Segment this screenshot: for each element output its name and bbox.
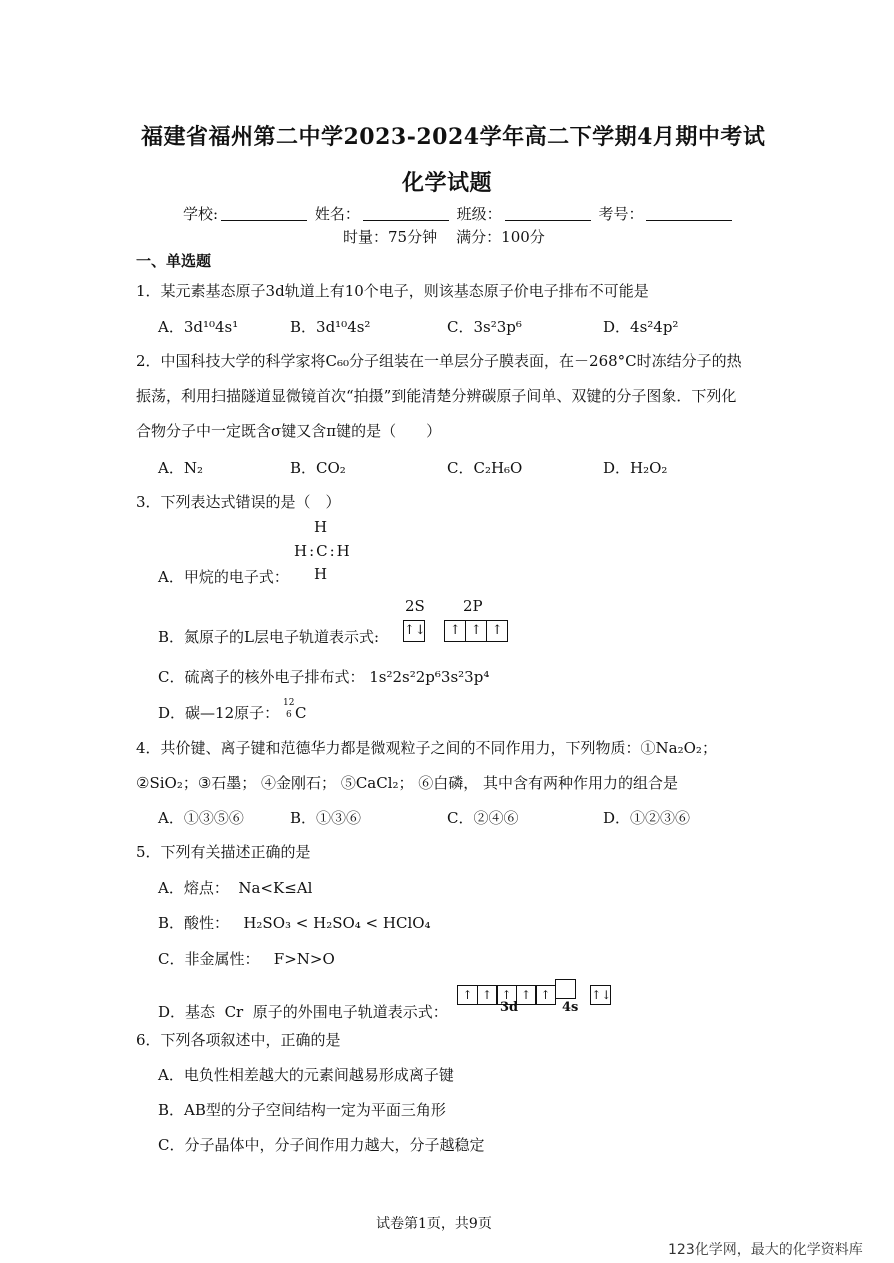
- q4-stem-line2: ②SiO₂；③石墨； ④金刚石； ⑤CaCl₂； ⑥白磷， 其中含有两种作用力的组合是: [136, 774, 679, 792]
- cr-3d-box-2: ↑: [477, 985, 498, 1005]
- q1-option-b: B．3d¹⁰4s²: [290, 318, 371, 336]
- cr-3d-box-1: ↑: [457, 985, 478, 1005]
- watermark: 123化学网，最大的化学资料库: [668, 1242, 863, 1258]
- q2-option-d: D．H₂O₂: [603, 459, 668, 477]
- q5-option-b: B．酸性： H₂SO₃ < H₂SO₄ < HClO₄: [158, 914, 431, 932]
- orbital-box-2s: ↑↓: [403, 620, 425, 642]
- time-score: 时量：75分钟 满分：100分: [343, 228, 545, 246]
- orbital-2p-label: 2P: [463, 597, 483, 615]
- q2-option-b: B．CO₂: [290, 459, 346, 477]
- q6-option-b: B．AB型的分子空间结构一定为平面三角形: [158, 1101, 446, 1119]
- q3-option-c: C．硫离子的核外电子排布式： 1s²2s²2p⁶3s²3p⁴: [158, 668, 490, 686]
- exam-number-label: 考号：: [598, 205, 644, 223]
- q2-option-c: C．C₂H₆O: [447, 459, 523, 477]
- chromium-orbital-diagram: [457, 979, 610, 1005]
- carbon-symbol: C: [295, 704, 307, 722]
- q1-stem: 1．某元素基态原子3d轨道上有10个电子，则该基态原子价电子排布不可能是: [136, 282, 649, 300]
- q2-stem-line2: 振荡，利用扫描隧道显微镜首次“拍摄”到能清楚分辨碳原子间单、双键的分子图象．下列化: [136, 387, 737, 405]
- q6-option-c: C．分子晶体中，分子间作用力越大，分子越稳定: [158, 1136, 485, 1154]
- q3-option-a: A．甲烷的电子式：: [158, 568, 289, 586]
- cr-3d-box-4: ↑: [516, 985, 537, 1005]
- q4-stem-line1: 4．共价键、离子键和范德华力都是微观粒子之间的不同作用力，下列物质：①Na₂O₂；: [136, 739, 717, 757]
- section-heading: 一、单选题: [136, 252, 212, 270]
- exam-title-line2: 化学试题: [402, 170, 493, 196]
- cr-3d-label: 3d: [500, 1000, 519, 1015]
- q3-stem: 3．下列表达式错误的是（ ）: [136, 493, 341, 511]
- q1-option-d: D．4s²4p²: [603, 318, 679, 336]
- cr-4s-label: 4s: [562, 1000, 579, 1015]
- class-blank[interactable]: [505, 206, 591, 221]
- orbital-box-2p-2: ↑: [465, 620, 487, 642]
- ch4-bottom-h: H: [314, 565, 328, 583]
- q2-stem-line3: 合物分子中一定既含σ键又含π键的是（ ）: [136, 422, 442, 440]
- q6-stem: 6．下列各项叙述中，正确的是: [136, 1031, 341, 1049]
- page-footer: 试卷第1页，共9页: [376, 1216, 492, 1232]
- cr-3d-box-6: [555, 979, 576, 999]
- q4-option-c: C．②④⑥: [447, 809, 519, 827]
- q1-option-a: A．3d¹⁰4s¹: [158, 318, 239, 336]
- orbital-box-2p-3: ↑: [486, 620, 508, 642]
- q5-option-c: C．非金属性： F>N>O: [158, 950, 335, 968]
- q4-option-d: D．①②③⑥: [603, 809, 691, 827]
- cr-4s-box: ↑↓: [590, 985, 611, 1005]
- q2-option-a: A．N₂: [158, 459, 203, 477]
- school-label: 学校:: [183, 205, 219, 223]
- q5-option-a: A．熔点： Na<K≤Al: [158, 879, 313, 897]
- q6-option-a: A．电负性相差越大的元素间越易形成离子键: [158, 1066, 454, 1084]
- cr-3d-box-5: ↑: [535, 985, 556, 1005]
- q3-option-b: B．氮原子的L层电子轨道表示式:: [158, 628, 380, 646]
- name-label: 姓名：: [314, 205, 360, 223]
- q5-stem: 5．下列有关描述正确的是: [136, 843, 311, 861]
- info-fields-row: [183, 205, 735, 223]
- orbital-box-2p-1: ↑: [444, 620, 466, 642]
- cr-3d-box-3: ↑: [496, 985, 517, 1005]
- q4-option-a: A．①③⑤⑥: [158, 809, 244, 827]
- q2-stem-line1: 2．中国科技大学的科学家将C₆₀分子组装在一单层分子膜表面，在－268°C时冻结分子的热: [136, 352, 742, 370]
- name-blank[interactable]: [363, 206, 449, 221]
- class-label: 班级：: [456, 205, 502, 223]
- ch4-top-h: H: [314, 518, 328, 536]
- q1-option-c: C．3s²3p⁶: [447, 318, 522, 336]
- carbon-atomic-number: 6: [286, 710, 292, 720]
- ch4-middle: H:C:H: [294, 542, 352, 560]
- q4-option-b: B．①③⑥: [290, 809, 362, 827]
- q3-option-d: D．碳—12原子：: [158, 704, 280, 722]
- school-blank[interactable]: [221, 206, 307, 221]
- exam-title-line1: 福建省福州第二中学2023-2024学年高二下学期4月期中考试: [141, 124, 766, 150]
- nitrogen-orbital-diagram: [403, 619, 507, 642]
- exam-number-blank[interactable]: [646, 206, 732, 221]
- carbon-mass-number: 12: [283, 698, 295, 708]
- orbital-2s-label: 2S: [405, 597, 425, 615]
- q5-option-d: D．基态 Cr 原子的外围电子轨道表示式：: [158, 1003, 448, 1021]
